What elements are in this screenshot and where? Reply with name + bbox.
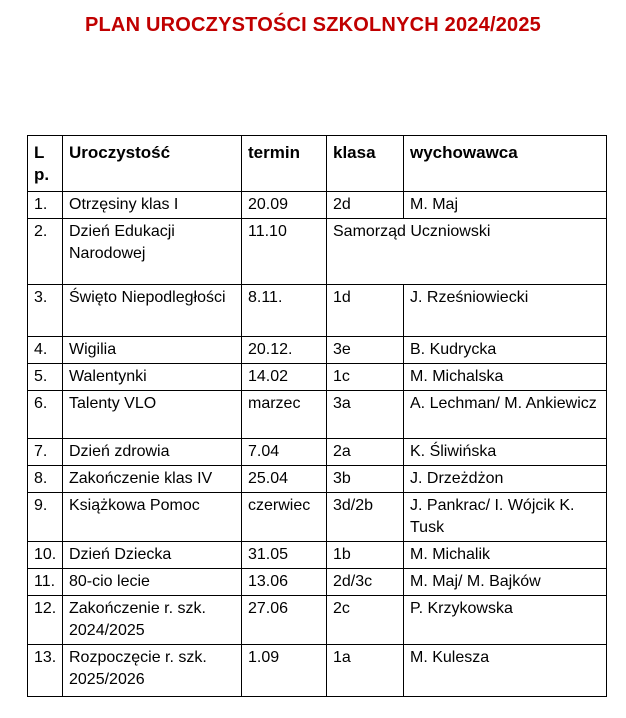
cell-class: 2d [327, 192, 404, 219]
table-row [28, 219, 607, 285]
cell-event: Święto Niepodległości [63, 285, 242, 337]
cell-date: 8.11. [242, 285, 327, 337]
table-row [28, 391, 607, 439]
table-row [28, 192, 607, 219]
cell-lp: 12. [28, 596, 63, 645]
cell-event: Książkowa Pomoc [63, 493, 242, 542]
cell-class: 1a [327, 645, 404, 697]
header-date: termin [242, 136, 327, 192]
cell-class: 2c [327, 596, 404, 645]
table-row [28, 596, 607, 645]
cell-class: 2d/3c [327, 569, 404, 596]
table-row [28, 285, 607, 337]
table-header-row [28, 136, 607, 192]
cell-event: 80-cio lecie [63, 569, 242, 596]
cell-date: 1.09 [242, 645, 327, 697]
cell-event: Dzień zdrowia [63, 439, 242, 466]
header-lp: Lp. [28, 136, 63, 192]
cell-class: 1d [327, 285, 404, 337]
cell-tutor: A. Lechman/ M. Ankiewicz [404, 391, 607, 439]
cell-date: 25.04 [242, 466, 327, 493]
cell-date: 31.05 [242, 542, 327, 569]
events-table [27, 135, 607, 697]
cell-class: 3e [327, 337, 404, 364]
cell-date: 11.10 [242, 219, 327, 285]
cell-date: 20.09 [242, 192, 327, 219]
header-tutor: wychowawca [404, 136, 607, 192]
cell-lp: 6. [28, 391, 63, 439]
header-event: Uroczystość [63, 136, 242, 192]
cell-class: 3d/2b [327, 493, 404, 542]
cell-tutor: M. Michalska [404, 364, 607, 391]
cell-class: 3b [327, 466, 404, 493]
cell-tutor: J. Drzeżdżon [404, 466, 607, 493]
table-row [28, 542, 607, 569]
cell-class-tutor-merged: Samorząd Uczniowski [327, 219, 607, 285]
cell-tutor: J. Rześniowiecki [404, 285, 607, 337]
cell-class: 1b [327, 542, 404, 569]
cell-class: 3a [327, 391, 404, 439]
cell-event: Talenty VLO [63, 391, 242, 439]
cell-tutor: M. Michalik [404, 542, 607, 569]
cell-date: 14.02 [242, 364, 327, 391]
cell-lp: 3. [28, 285, 63, 337]
cell-event: Wigilia [63, 337, 242, 364]
cell-date: 7.04 [242, 439, 327, 466]
cell-date: 27.06 [242, 596, 327, 645]
table-row [28, 364, 607, 391]
cell-lp: 1. [28, 192, 63, 219]
cell-lp: 10. [28, 542, 63, 569]
cell-event: Walentynki [63, 364, 242, 391]
cell-tutor: M. Maj/ M. Bajków [404, 569, 607, 596]
cell-tutor: K. Śliwińska [404, 439, 607, 466]
cell-tutor: M. Kulesza [404, 645, 607, 697]
cell-tutor: P. Krzykowska [404, 596, 607, 645]
cell-tutor: B. Kudrycka [404, 337, 607, 364]
table-row [28, 466, 607, 493]
cell-event: Otrzęsiny klas I [63, 192, 242, 219]
cell-event: Zakończenie r. szk. 2024/2025 [63, 596, 242, 645]
cell-lp: 13. [28, 645, 63, 697]
cell-event: Rozpoczęcie r. szk. 2025/2026 [63, 645, 242, 697]
cell-date: czerwiec [242, 493, 327, 542]
cell-event: Zakończenie klas IV [63, 466, 242, 493]
table-row [28, 337, 607, 364]
table-row [28, 569, 607, 596]
cell-lp: 2. [28, 219, 63, 285]
cell-class: 1c [327, 364, 404, 391]
cell-lp: 9. [28, 493, 63, 542]
cell-tutor: J. Pankrac/ I. Wójcik K. Tusk [404, 493, 607, 542]
cell-tutor: M. Maj [404, 192, 607, 219]
header-class: klasa [327, 136, 404, 192]
cell-lp: 7. [28, 439, 63, 466]
cell-lp: 4. [28, 337, 63, 364]
cell-event: Dzień Edukacji Narodowej [63, 219, 242, 285]
table-row [28, 439, 607, 466]
table-row [28, 645, 607, 697]
cell-lp: 8. [28, 466, 63, 493]
cell-date: 20.12. [242, 337, 327, 364]
cell-date: 13.06 [242, 569, 327, 596]
cell-lp: 5. [28, 364, 63, 391]
cell-class: 2a [327, 439, 404, 466]
table-row [28, 493, 607, 542]
cell-date: marzec [242, 391, 327, 439]
page-title: PLAN UROCZYSTOŚCI SZKOLNYCH 2024/2025 [84, 14, 542, 36]
cell-event: Dzień Dziecka [63, 542, 242, 569]
table-body [28, 192, 607, 697]
cell-lp: 11. [28, 569, 63, 596]
